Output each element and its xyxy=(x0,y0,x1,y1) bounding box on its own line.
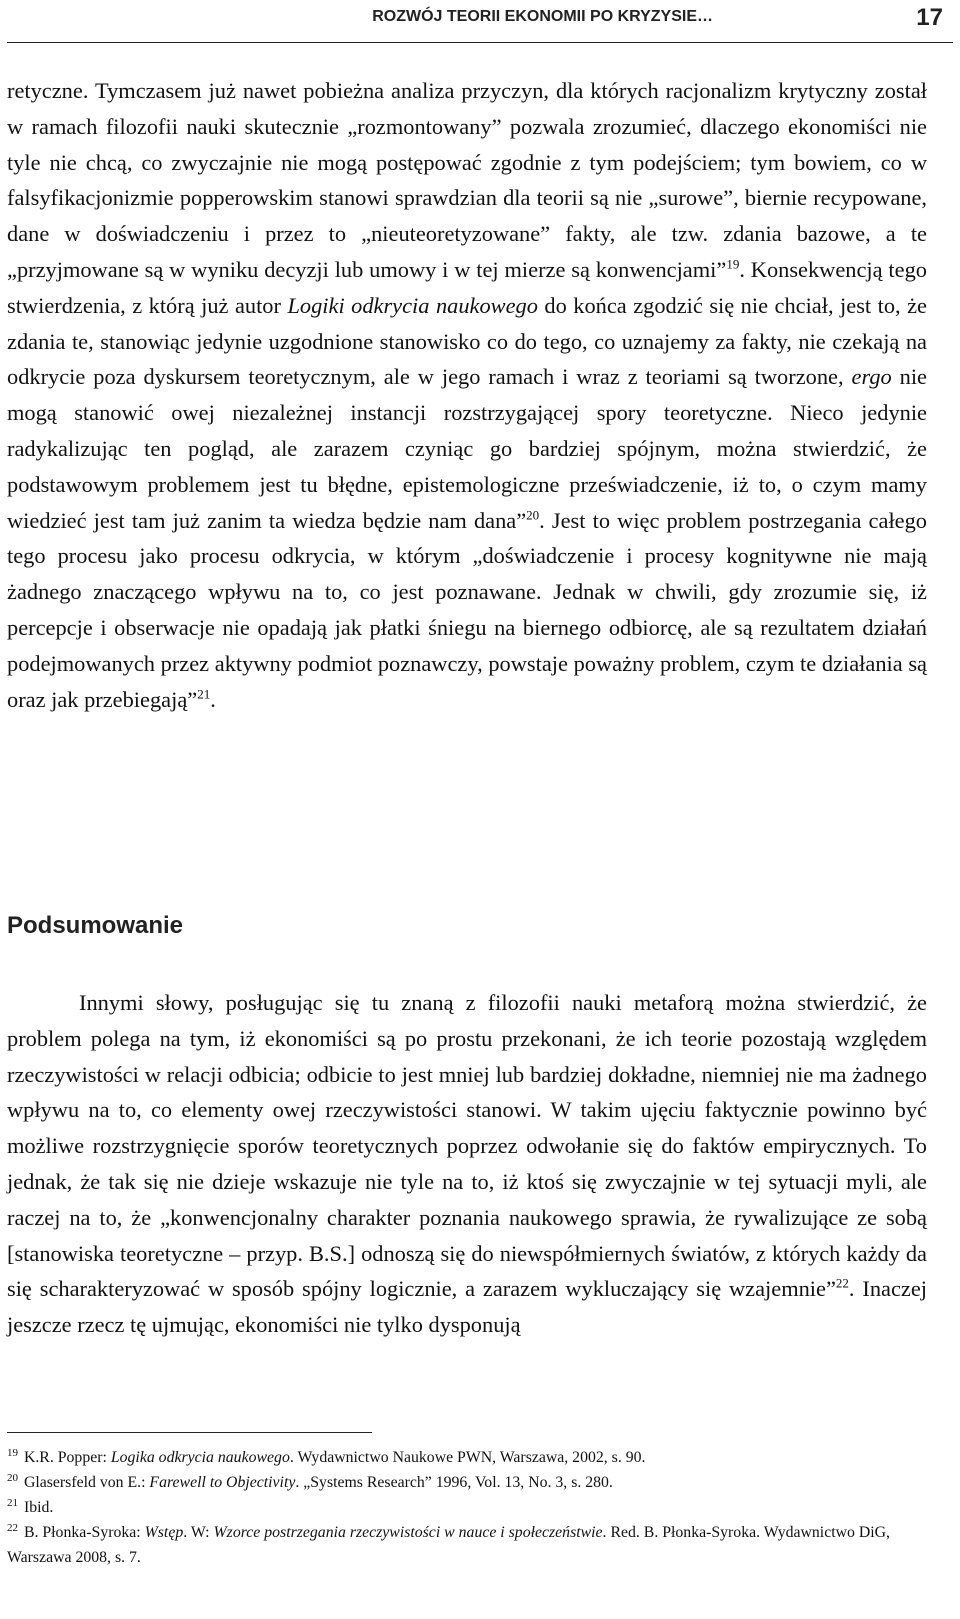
page-number: 17 xyxy=(916,4,943,31)
footnote-text: Glasersfeld von E.: xyxy=(23,1474,150,1491)
footnote-separator xyxy=(7,1432,372,1433)
footnote-ref-21[interactable]: 21 xyxy=(197,686,211,702)
section-heading: Podsumowanie xyxy=(7,912,184,939)
running-title: ROZWÓJ TEORII EKONOMII PO KRYZYSIE… xyxy=(372,8,713,25)
text-run: . Jest to więc problem postrzegania całego tego procesu jako procesu odkrycia, w którym „doświadczenie i procesy kognitywne nie mają żadnego znaczącego wpływu na to, co jest poznawane. Jednak w chwili, gdy zrozumie się, iż percepcje i obserwacje nie opadają jak płatki śniegu na biernego odbiorcę, ale są rezultatem działań podejmowanych przez aktywny podmiot poznawczy, powstaje poważny problem, czym te działania są oraz jak przebiegają” xyxy=(7,507,927,712)
italic-term: ergo xyxy=(851,364,892,390)
footnote-text: K.R. Popper: xyxy=(23,1449,111,1466)
footnote-text: . W: xyxy=(183,1524,214,1541)
text-run: . Inaczej jeszcze rzecz tę ujmując, ekonomiści nie tylko dysponują xyxy=(7,1276,927,1338)
footnote-number: 22 xyxy=(7,1521,18,1534)
footnote-italic: Wzorce postrzegania rzeczywistości w nauce i społeczeństwie xyxy=(213,1524,603,1541)
paragraph-summary xyxy=(7,985,927,1343)
footnote-text: B. Płonka-Syroka: xyxy=(23,1524,145,1541)
text-run: nie mogą stanowić owej niezależnej instancji rozstrzygającej spory teoretyczne. Nieco jedynie radykalizując ten pogląd, ale zarazem czyniąc go bardziej spójnym, można stwierdzić, że podstawowym problemem jest tu błędne, epistemologiczne przeświadczenie, iż to, o czym mamy wiedzieć jest tam już zanim ta wiedza będzie nam dana” xyxy=(7,364,927,533)
footnote-ref-22[interactable]: 22 xyxy=(835,1275,849,1291)
text-run: do końca zgodzić się nie chciał, jest to, że zdania te, stanowiąc jedynie uzgodnione stanowisko co do tego, co uznajemy za fakty, nie czekają na odkrycie poza dyskursem teoretycznym, ale w jego ramach i wraz z teoriami są tworzone, xyxy=(7,292,927,390)
footnote-italic: Logika odkrycia naukowego xyxy=(110,1449,290,1466)
body-text xyxy=(7,73,927,717)
footnote-text: . „Systems Research” 1996, Vol. 13, No. 3, s. 280. xyxy=(295,1474,613,1491)
text-run: . xyxy=(210,686,216,712)
footnote-text: . Red. B. Płonka-Syroka. Wydawnictwo DiG, Warszawa 2008, s. 7. xyxy=(7,1524,891,1566)
footnote-ref-20[interactable]: 20 xyxy=(526,507,540,523)
footnote-italic: Wstęp xyxy=(144,1524,184,1541)
footnote-number: 20 xyxy=(7,1471,18,1484)
footnote-italic: Farewell to Objectivity xyxy=(149,1474,296,1491)
text-run: . Konsekwencją tego stwierdzenia, z którą już autor xyxy=(7,256,927,318)
footnote-ref-19[interactable]: 19 xyxy=(726,256,740,272)
footnote-19 xyxy=(7,1445,927,1470)
footnote-20 xyxy=(7,1470,927,1495)
text-run: retyczne. Tymczasem już nawet pobieżna analiza przyczyn, dla których racjonalizm krytyczny został w ramach filozofii nauki skutecznie „rozmontowany” pozwala zrozumieć, dlaczego ekonomiści nie tyle nie chcą, co zwyczajnie nie mogą postępować zgodnie z tym podejściem; tym bowiem, co w falsyfikacjonizmie popperowskim stanowi sprawdzian dla teorii są nie „surowe”, biernie recypowane, dane w doświadczeniu i przez to „nieuteoretyzowane” fakty, ale tzw. zdania bazowe, a te „przyjmowane są w wyniku decyzji lub umowy i w tej mierze są konwencjami” xyxy=(7,78,927,282)
footnote-22 xyxy=(7,1520,927,1570)
footnote-text: Ibid. xyxy=(23,1499,54,1516)
footnote-number: 19 xyxy=(7,1446,18,1459)
text-run: Innymi słowy, posługując się tu znaną z filozofii nauki metaforą można stwierdzić, że problem polega na tym, iż ekonomiści są po prostu przekonani, że ich teorie pozostają względem rzeczywistości w relacji odbicia; odbicie to jest mniej lub bardziej dokładne, niemniej nie ma żadnego wpływu na to, co elementy owej rzeczywistości stanowi. W takim ujęciu faktycznie powinno być możliwe rozstrzygnięcie sporów teoretycznych poprzez odwołanie się do faktów empirycznych. To jednak, że tak się nie dzieje wskazuje nie tyle na to, iż ktoś się zwyczajnie w tej sytuacji myli, ale raczej na to, że „konwencjonalny charakter poznania naukowego sprawia, że rywalizujące ze sobą [stanowiska teoretyczne – przyp. B.S.] odnoszą się do niewspółmiernych światów, z których każdy da się scharakteryzować w sposób spójny logicznie, a zarazem wykluczający się wzajemnie” xyxy=(7,990,927,1302)
running-header xyxy=(7,0,953,43)
summary-text xyxy=(7,985,927,1343)
italic-title: Logiki odkrycia naukowego xyxy=(287,292,538,318)
paragraph-continuation xyxy=(7,73,927,717)
footnote-text: . Wydawnictwo Naukowe PWN, Warszawa, 2002, s. 90. xyxy=(289,1449,646,1466)
footnote-21 xyxy=(7,1495,927,1520)
footnote-number: 21 xyxy=(7,1496,18,1509)
footnotes xyxy=(7,1445,927,1570)
